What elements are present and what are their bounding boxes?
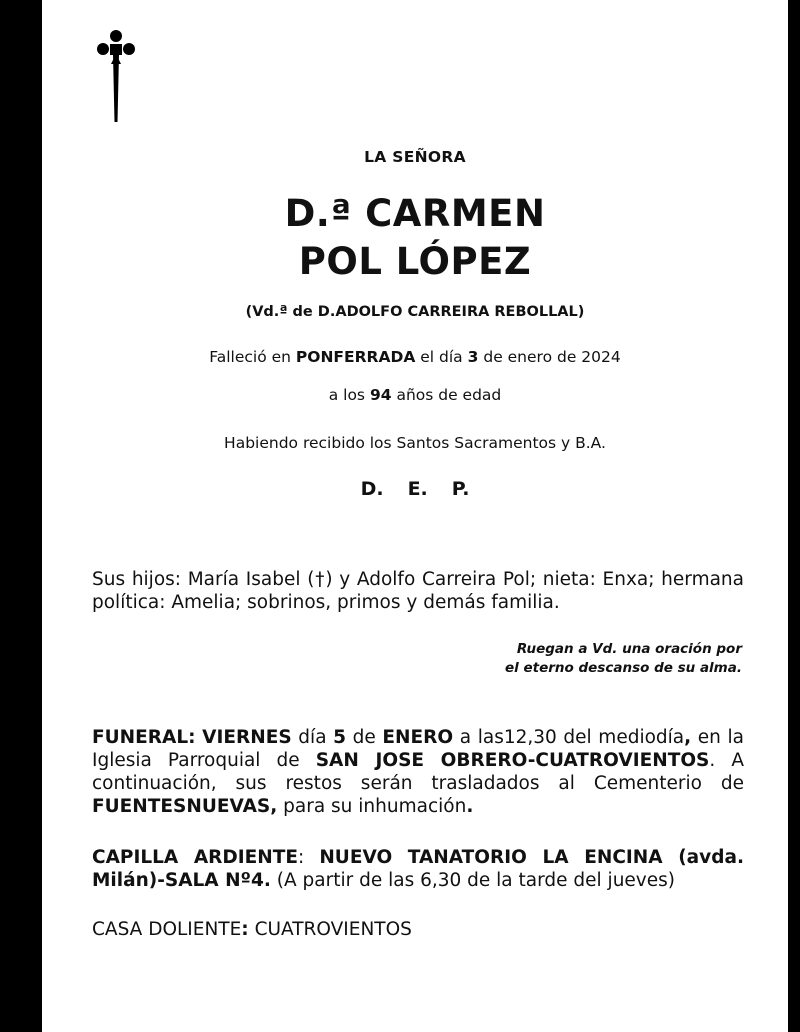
house-label: CASA DOLIENTE (92, 919, 242, 940)
death-line (42, 348, 788, 366)
chapel-colon: : (298, 847, 320, 868)
dep-e: E. (407, 478, 428, 500)
death-mid: el día (415, 348, 468, 366)
funeral-time: a las12,30 del mediodía (453, 727, 685, 748)
chapel-label: CAPILLA ARDIENTE (92, 847, 299, 868)
funeral-text: de (346, 727, 383, 748)
prayer-request (505, 640, 742, 678)
chapel-note: (A partir de las 6,30 de la tarde del jueves) (270, 870, 675, 891)
dep-p: P. (451, 478, 470, 500)
funeral-comma: , (684, 727, 692, 748)
house-paragraph (92, 918, 744, 941)
dep-line (42, 478, 788, 500)
prayer-line-2: el eterno descanso de su alma. (505, 660, 742, 676)
age-years: 94 (369, 386, 392, 404)
chapel-place: NUEVO TANATORIO LA ENCINA (avda. Milán)-SALA Nº4. (92, 847, 744, 891)
funeral-text: para su inhumación (277, 796, 467, 817)
funeral-cemetery: FUENTESNUEVAS, (92, 796, 278, 817)
deceased-name (42, 190, 788, 286)
age-post: años de edad (391, 386, 502, 404)
death-place: PONFERRADA (295, 348, 416, 366)
prayer-line-1: Ruegan a Vd. una oración por (516, 641, 742, 657)
chapel-paragraph (92, 846, 744, 892)
sacraments-line: Habiendo recibido los Santos Sacramentos y B.A. (224, 434, 606, 452)
funeral-label: FUNERAL: (92, 727, 196, 748)
funeral-month: ENERO (382, 727, 454, 748)
death-day: 3 (467, 348, 479, 366)
death-date: de enero de 2024 (478, 348, 621, 366)
funeral-paragraph (92, 726, 744, 818)
age-line (42, 386, 788, 404)
age-pre: a los (328, 386, 370, 404)
house-value: CUATROVIENTOS (248, 919, 412, 940)
family-paragraph: Sus hijos: María Isabel (†) y Adolfo Carreira Pol; nieta: Enxa; hermana política: Amelia; sobrinos, primos y demás familia. (92, 569, 744, 613)
house-colon: : (241, 919, 249, 940)
cross-icon (94, 28, 138, 124)
funeral-church: SAN JOSE OBRERO-CUATROVIENTOS (315, 750, 710, 771)
funeral-text: día (291, 727, 334, 748)
funeral-text: en la Iglesia Parroquial de (92, 727, 744, 771)
dep-d: D. (360, 478, 384, 500)
death-pre: Falleció en (209, 348, 296, 366)
funeral-day: 5 (333, 727, 347, 748)
notice-sheet (42, 0, 788, 1032)
name-line-2: POL LÓPEZ (298, 240, 532, 283)
widow-of: (Vd.ª de D.ADOLFO CARREIRA REBOLLAL) (245, 304, 585, 320)
name-line-1: D.ª CARMEN (284, 192, 546, 235)
funeral-end: . (466, 796, 474, 817)
funeral-text: . A continuación, sus restos serán trasladados al Cementerio de (92, 750, 744, 794)
intro-title: LA SEÑORA (364, 148, 466, 166)
funeral-weekday: VIERNES (202, 727, 292, 748)
